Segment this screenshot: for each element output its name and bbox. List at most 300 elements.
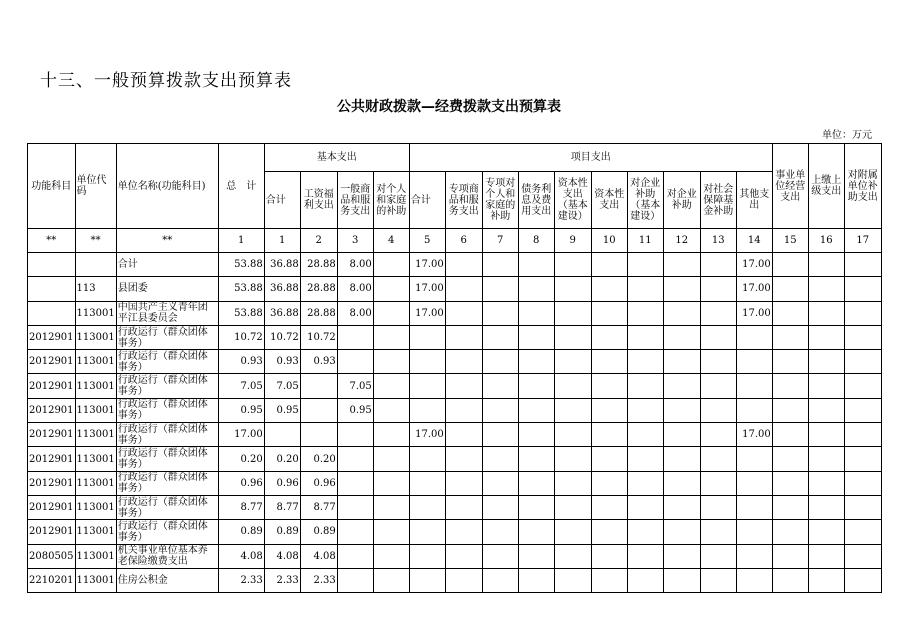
total-cell: 8.77 <box>218 495 264 519</box>
special-personal-cell <box>482 253 518 277</box>
other-cell: 17.00 <box>736 301 772 325</box>
enterprise-build-cell <box>627 253 663 277</box>
table-row <box>28 277 882 301</box>
header-affiliated: 对附属单位补助支出 <box>844 144 881 229</box>
header-func-code: 功能科目 <box>28 144 76 229</box>
unit-code-cell: 113001 <box>75 423 116 447</box>
special-goods-cell <box>445 253 482 277</box>
unit-name-cell: 行政运行（群众团体事务） <box>116 398 218 422</box>
unit-name-cell: 行政运行（群众团体事务） <box>116 374 218 398</box>
total-cell: 0.93 <box>218 350 264 374</box>
header-unit-name: 单位名称(功能科目) <box>116 144 218 229</box>
enterprise-cell <box>663 544 700 568</box>
basic-sum-cell: 36.88 <box>264 253 300 277</box>
enterprise-cell <box>663 471 700 495</box>
header-personal: 对个人和家庭的补助 <box>373 172 409 229</box>
project-sum-cell: 17.00 <box>409 253 445 277</box>
goods-cell: 7.05 <box>337 374 373 398</box>
enterprise-build-cell <box>627 471 663 495</box>
personal-cell <box>373 447 409 471</box>
enterprise-build-cell <box>627 447 663 471</box>
business-cell <box>772 325 808 349</box>
special-goods-cell <box>445 544 482 568</box>
wages-cell: 2.33 <box>300 568 337 592</box>
business-cell <box>772 253 808 277</box>
header-business: 事业单位经营支出 <box>772 144 808 229</box>
wages-cell: 0.20 <box>300 447 337 471</box>
project-sum-cell <box>409 374 445 398</box>
goods-cell: 0.95 <box>337 398 373 422</box>
unit-name-cell: 机关事业单位基本养老保险缴费支出 <box>116 544 218 568</box>
enterprise-cell <box>663 374 700 398</box>
enterprise-cell <box>663 301 700 325</box>
header-debt: 债务利息及费用支出 <box>518 172 554 229</box>
index-cell: 6 <box>445 229 482 253</box>
basic-sum-cell: 0.93 <box>264 350 300 374</box>
func-code-cell: 2210201 <box>28 568 76 592</box>
enterprise-build-cell <box>627 544 663 568</box>
project-sum-cell <box>409 471 445 495</box>
affiliated-cell <box>844 277 881 301</box>
business-cell <box>772 277 808 301</box>
header-special-goods: 专项商品和服务支出 <box>445 172 482 229</box>
capital-build-cell <box>554 277 591 301</box>
business-cell <box>772 398 808 422</box>
wages-cell: 28.88 <box>300 253 337 277</box>
project-sum-cell <box>409 447 445 471</box>
debt-cell <box>518 374 554 398</box>
index-cell: 4 <box>373 229 409 253</box>
capital-cell <box>591 398 627 422</box>
wages-cell <box>300 398 337 422</box>
index-cell: ** <box>28 229 76 253</box>
project-sum-cell <box>409 398 445 422</box>
project-sum-cell: 17.00 <box>409 301 445 325</box>
affiliated-cell <box>844 301 881 325</box>
capital-build-cell <box>554 495 591 519</box>
basic-sum-cell: 7.05 <box>264 374 300 398</box>
total-cell: 10.72 <box>218 325 264 349</box>
index-cell: 7 <box>482 229 518 253</box>
enterprise-build-cell <box>627 398 663 422</box>
special-goods-cell <box>445 447 482 471</box>
enterprise-build-cell <box>627 325 663 349</box>
capital-cell <box>591 423 627 447</box>
special-personal-cell <box>482 447 518 471</box>
social-cell <box>700 301 736 325</box>
business-cell <box>772 447 808 471</box>
social-cell <box>700 374 736 398</box>
func-code-cell: 2012901 <box>28 520 76 544</box>
project-sum-cell <box>409 325 445 349</box>
unit-code-cell: 113001 <box>75 301 116 325</box>
func-code-cell: 2012901 <box>28 423 76 447</box>
func-code-cell <box>28 301 76 325</box>
header-project: 项目支出 <box>409 144 772 172</box>
table-row <box>28 447 882 471</box>
index-cell: 1 <box>218 229 264 253</box>
debt-cell <box>518 301 554 325</box>
unit-code-cell: 113001 <box>75 325 116 349</box>
special-goods-cell <box>445 277 482 301</box>
capital-build-cell <box>554 520 591 544</box>
wages-cell: 0.93 <box>300 350 337 374</box>
personal-cell <box>373 277 409 301</box>
debt-cell <box>518 520 554 544</box>
personal-cell <box>373 544 409 568</box>
unit-name-cell: 县团委 <box>116 277 218 301</box>
special-goods-cell <box>445 568 482 592</box>
unit-name-cell: 住房公积金 <box>116 568 218 592</box>
enterprise-cell <box>663 495 700 519</box>
business-cell <box>772 423 808 447</box>
func-code-cell: 2080505 <box>28 544 76 568</box>
upper-cell <box>808 544 844 568</box>
enterprise-build-cell <box>627 568 663 592</box>
debt-cell <box>518 350 554 374</box>
unit-name-cell: 行政运行（群众团体事务） <box>116 447 218 471</box>
header-total: 总 计 <box>218 144 264 229</box>
social-cell <box>700 423 736 447</box>
project-sum-cell: 17.00 <box>409 277 445 301</box>
upper-cell <box>808 495 844 519</box>
enterprise-build-cell <box>627 520 663 544</box>
unit-name-cell: 行政运行（群众团体事务） <box>116 471 218 495</box>
debt-cell <box>518 398 554 422</box>
unit-code-cell: 113001 <box>75 447 116 471</box>
goods-cell <box>337 325 373 349</box>
special-personal-cell <box>482 568 518 592</box>
section-title: 十三、一般预算拨款支出预算表 <box>40 71 292 91</box>
table-row <box>28 374 882 398</box>
other-cell: 17.00 <box>736 253 772 277</box>
enterprise-build-cell <box>627 423 663 447</box>
total-cell: 0.89 <box>218 520 264 544</box>
special-personal-cell <box>482 398 518 422</box>
index-cell: 15 <box>772 229 808 253</box>
social-cell <box>700 495 736 519</box>
special-goods-cell <box>445 520 482 544</box>
goods-cell: 8.00 <box>337 301 373 325</box>
unit-code-cell: 113 <box>75 277 116 301</box>
project-sum-cell <box>409 520 445 544</box>
capital-build-cell <box>554 253 591 277</box>
upper-cell <box>808 325 844 349</box>
func-code-cell <box>28 253 76 277</box>
enterprise-cell <box>663 253 700 277</box>
header-capital-build: 资本性支出（基本建设） <box>554 172 591 229</box>
goods-cell <box>337 350 373 374</box>
personal-cell <box>373 495 409 519</box>
capital-cell <box>591 495 627 519</box>
capital-cell <box>591 568 627 592</box>
unit-code-cell: 113001 <box>75 350 116 374</box>
header-basic: 基本支出 <box>264 144 409 172</box>
social-cell <box>700 520 736 544</box>
goods-cell <box>337 471 373 495</box>
special-goods-cell <box>445 423 482 447</box>
business-cell <box>772 495 808 519</box>
capital-build-cell <box>554 325 591 349</box>
enterprise-cell <box>663 350 700 374</box>
goods-cell <box>337 423 373 447</box>
upper-cell <box>808 423 844 447</box>
debt-cell <box>518 471 554 495</box>
table-row <box>28 495 882 519</box>
unit-code-cell: 113001 <box>75 374 116 398</box>
upper-cell <box>808 350 844 374</box>
social-cell <box>700 350 736 374</box>
goods-cell: 8.00 <box>337 253 373 277</box>
project-sum-cell <box>409 544 445 568</box>
table-title: 公共财政拨款—经费拨款支出预算表 <box>337 99 561 115</box>
project-sum-cell: 17.00 <box>409 423 445 447</box>
upper-cell <box>808 398 844 422</box>
enterprise-cell <box>663 568 700 592</box>
special-goods-cell <box>445 325 482 349</box>
budget-table <box>27 143 882 593</box>
func-code-cell: 2012901 <box>28 350 76 374</box>
wages-cell: 28.88 <box>300 301 337 325</box>
enterprise-cell <box>663 447 700 471</box>
project-sum-cell <box>409 568 445 592</box>
other-cell <box>736 544 772 568</box>
header-upper: 上缴上级支出 <box>808 144 844 229</box>
capital-cell <box>591 374 627 398</box>
wages-cell: 0.89 <box>300 520 337 544</box>
capital-cell <box>591 277 627 301</box>
social-cell <box>700 253 736 277</box>
special-goods-cell <box>445 350 482 374</box>
enterprise-build-cell <box>627 374 663 398</box>
unit-name-cell: 行政运行（群众团体事务） <box>116 423 218 447</box>
total-cell: 7.05 <box>218 374 264 398</box>
enterprise-cell <box>663 325 700 349</box>
other-cell: 17.00 <box>736 277 772 301</box>
table-row <box>28 301 882 325</box>
capital-cell <box>591 447 627 471</box>
upper-cell <box>808 568 844 592</box>
capital-cell <box>591 544 627 568</box>
index-cell: 13 <box>700 229 736 253</box>
total-cell: 0.96 <box>218 471 264 495</box>
header-special-personal: 专项对个人和家庭的补助 <box>482 172 518 229</box>
index-cell: 10 <box>591 229 627 253</box>
upper-cell <box>808 447 844 471</box>
other-cell <box>736 471 772 495</box>
header-other: 其他支出 <box>736 172 772 229</box>
unit-code-cell: 113001 <box>75 568 116 592</box>
debt-cell <box>518 544 554 568</box>
debt-cell <box>518 277 554 301</box>
special-personal-cell <box>482 350 518 374</box>
basic-sum-cell: 0.20 <box>264 447 300 471</box>
total-cell: 17.00 <box>218 423 264 447</box>
basic-sum-cell: 0.96 <box>264 471 300 495</box>
upper-cell <box>808 520 844 544</box>
other-cell <box>736 568 772 592</box>
special-personal-cell <box>482 374 518 398</box>
wages-cell: 10.72 <box>300 325 337 349</box>
debt-cell <box>518 447 554 471</box>
capital-build-cell <box>554 398 591 422</box>
header-wages: 工资福利支出 <box>300 172 337 229</box>
other-cell <box>736 374 772 398</box>
unit-code-cell: 113001 <box>75 495 116 519</box>
debt-cell <box>518 253 554 277</box>
index-cell: ** <box>75 229 116 253</box>
wages-cell: 28.88 <box>300 277 337 301</box>
business-cell <box>772 471 808 495</box>
social-cell <box>700 325 736 349</box>
index-cell: 8 <box>518 229 554 253</box>
capital-build-cell <box>554 301 591 325</box>
table-row <box>28 520 882 544</box>
index-cell: 9 <box>554 229 591 253</box>
capital-build-cell <box>554 471 591 495</box>
business-cell <box>772 350 808 374</box>
affiliated-cell <box>844 471 881 495</box>
total-cell: 53.88 <box>218 253 264 277</box>
special-personal-cell <box>482 325 518 349</box>
goods-cell <box>337 447 373 471</box>
total-cell: 53.88 <box>218 301 264 325</box>
basic-sum-cell: 4.08 <box>264 544 300 568</box>
special-personal-cell <box>482 277 518 301</box>
index-cell: 16 <box>808 229 844 253</box>
basic-sum-cell <box>264 423 300 447</box>
func-code-cell: 2012901 <box>28 447 76 471</box>
total-cell: 0.20 <box>218 447 264 471</box>
capital-cell <box>591 520 627 544</box>
other-cell <box>736 325 772 349</box>
goods-cell <box>337 495 373 519</box>
table-row <box>28 350 882 374</box>
special-goods-cell <box>445 495 482 519</box>
basic-sum-cell: 0.89 <box>264 520 300 544</box>
basic-sum-cell: 8.77 <box>264 495 300 519</box>
total-cell: 53.88 <box>218 277 264 301</box>
capital-cell <box>591 471 627 495</box>
goods-cell <box>337 568 373 592</box>
table-row <box>28 544 882 568</box>
wages-cell <box>300 423 337 447</box>
personal-cell <box>373 301 409 325</box>
goods-cell <box>337 520 373 544</box>
special-goods-cell <box>445 471 482 495</box>
special-personal-cell <box>482 520 518 544</box>
header-unit-code: 单位代码 <box>75 144 116 229</box>
header-enterprise-build: 对企业补助（基本建设） <box>627 172 663 229</box>
unit-name-cell: 合计 <box>116 253 218 277</box>
enterprise-cell <box>663 520 700 544</box>
wages-cell: 8.77 <box>300 495 337 519</box>
unit-code-cell <box>75 253 116 277</box>
table-row <box>28 471 882 495</box>
social-cell <box>700 447 736 471</box>
index-cell: 11 <box>627 229 663 253</box>
unit-code-cell: 113001 <box>75 544 116 568</box>
capital-build-cell <box>554 350 591 374</box>
unit-code-cell: 113001 <box>75 520 116 544</box>
total-cell: 2.33 <box>218 568 264 592</box>
other-cell: 17.00 <box>736 423 772 447</box>
business-cell <box>772 374 808 398</box>
debt-cell <box>518 325 554 349</box>
index-cell: 1 <box>264 229 300 253</box>
project-sum-cell <box>409 350 445 374</box>
basic-sum-cell: 2.33 <box>264 568 300 592</box>
upper-cell <box>808 471 844 495</box>
personal-cell <box>373 325 409 349</box>
other-cell <box>736 350 772 374</box>
social-cell <box>700 398 736 422</box>
business-cell <box>772 544 808 568</box>
affiliated-cell <box>844 568 881 592</box>
table-row <box>28 398 882 422</box>
enterprise-build-cell <box>627 301 663 325</box>
enterprise-cell <box>663 277 700 301</box>
upper-cell <box>808 253 844 277</box>
enterprise-cell <box>663 398 700 422</box>
affiliated-cell <box>844 423 881 447</box>
affiliated-cell <box>844 350 881 374</box>
personal-cell <box>373 253 409 277</box>
capital-build-cell <box>554 447 591 471</box>
special-goods-cell <box>445 301 482 325</box>
business-cell <box>772 520 808 544</box>
goods-cell: 8.00 <box>337 277 373 301</box>
enterprise-cell <box>663 423 700 447</box>
header-social: 对社会保障基金补助 <box>700 172 736 229</box>
wages-cell: 4.08 <box>300 544 337 568</box>
business-cell <box>772 568 808 592</box>
personal-cell <box>373 423 409 447</box>
wages-cell: 0.96 <box>300 471 337 495</box>
basic-sum-cell: 10.72 <box>264 325 300 349</box>
personal-cell <box>373 398 409 422</box>
unit-name-cell: 行政运行（群众团体事务） <box>116 520 218 544</box>
capital-cell <box>591 325 627 349</box>
table-body <box>28 253 882 593</box>
header-proj-sum: 合计 <box>409 172 445 229</box>
special-goods-cell <box>445 374 482 398</box>
capital-cell <box>591 350 627 374</box>
func-code-cell: 2012901 <box>28 374 76 398</box>
affiliated-cell <box>844 495 881 519</box>
header-goods: 一般商品和服务支出 <box>337 172 373 229</box>
upper-cell <box>808 277 844 301</box>
special-personal-cell <box>482 495 518 519</box>
header-capital: 资本性支出 <box>591 172 627 229</box>
upper-cell <box>808 301 844 325</box>
capital-cell <box>591 253 627 277</box>
affiliated-cell <box>844 325 881 349</box>
unit-name-cell: 行政运行（群众团体事务） <box>116 325 218 349</box>
affiliated-cell <box>844 398 881 422</box>
capital-build-cell <box>554 544 591 568</box>
special-goods-cell <box>445 398 482 422</box>
other-cell <box>736 398 772 422</box>
basic-sum-cell: 0.95 <box>264 398 300 422</box>
enterprise-build-cell <box>627 277 663 301</box>
affiliated-cell <box>844 374 881 398</box>
wages-cell <box>300 374 337 398</box>
social-cell <box>700 544 736 568</box>
table-row <box>28 325 882 349</box>
special-personal-cell <box>482 471 518 495</box>
table-row <box>28 423 882 447</box>
